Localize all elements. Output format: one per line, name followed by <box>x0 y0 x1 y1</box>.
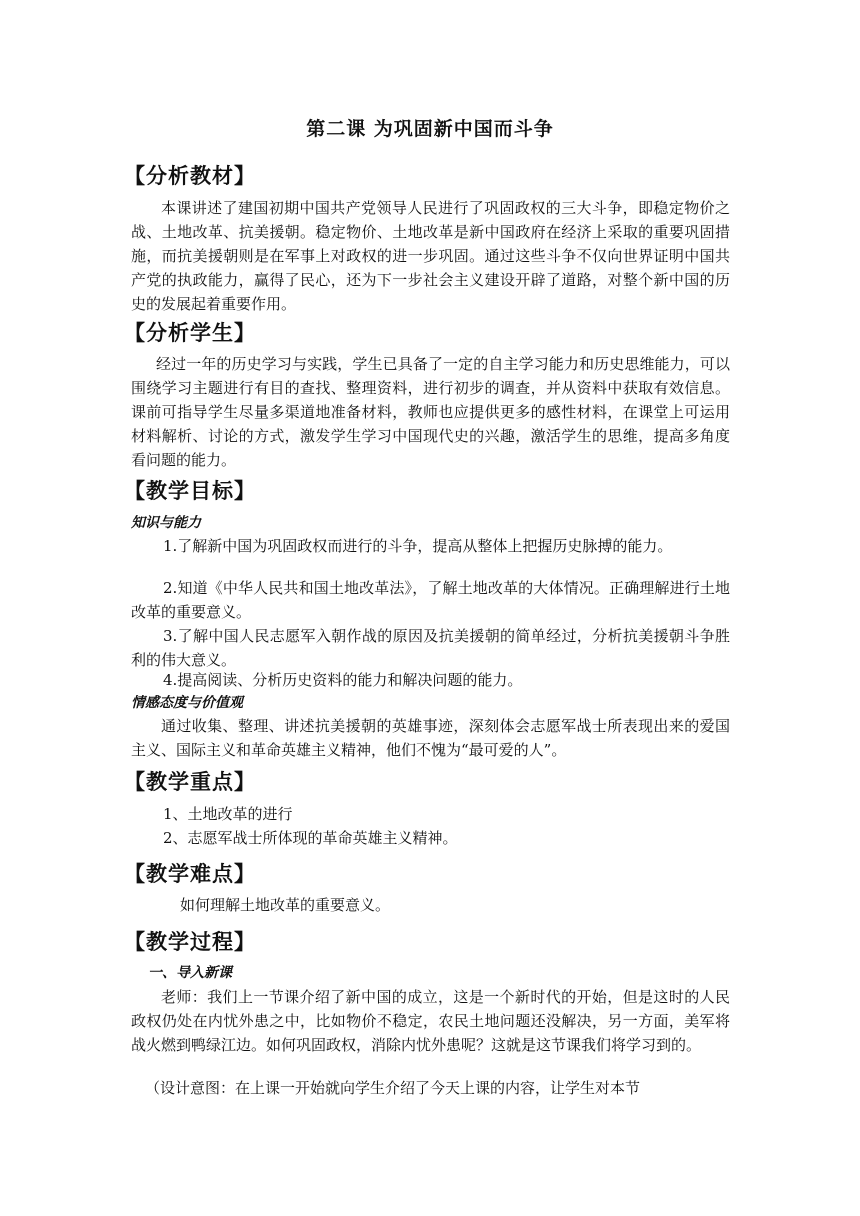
knowledge-ability-label: 知识与能力 <box>131 515 201 531</box>
analysis-material-text: 本课讲述了建国初期中国共产党领导人民进行了巩固政权的三大斗争，即稳定物价之战、土地改革、抗美援朝。稳定物价、土地改革是新中国政府在经济上采取的重要巩固措施，而抗美援朝则是在军事上对政权的进一步巩固。通过这些斗争不仅向世界证明中国共产党的执政能力，赢得了民心，还为下一步社会主义建设开辟了道路，对整个新中国的历史的发展起着重要作用。 <box>131 199 730 313</box>
heading-analysis-material: 【分析教材】 <box>124 164 256 188</box>
goal-item-2: 2.知道《中华人民共和国土地改革法》，了解土地改革的大体情况。正确理解进行土地改革的重要意义。 <box>131 579 730 621</box>
key-point-2: 2、志愿军战士所体现的革命英雄主义精神。 <box>163 829 458 847</box>
teacher-intro-text: 老师：我们上一节课介绍了新中国的成立，这是一个新时代的开始，但是这时的人民政权仍处在内忧外患之中，比如物价不稳定，农民土地问题还没解决，另一方面，美军将战火燃到鸭绿江边。如何巩固政权，消除内忧外患呢？这就是这节课我们将学习到的。 <box>131 988 730 1054</box>
heading-difficulties: 【教学难点】 <box>124 862 256 886</box>
lesson-title: 第二课 为巩固新中国而斗争 <box>306 118 554 140</box>
design-intent-text: （设计意图：在上课一开始就向学生介绍了今天上课的内容，让学生对本节 <box>145 1079 641 1097</box>
difficulty-1: 如何理解土地改革的重要意义。 <box>180 896 391 914</box>
emotion-values-text: 通过收集、整理、讲述抗美援朝的英雄事迹，深刻体会志愿军战士所表现出来的爱国主义、国际主义和革命英雄主义精神，他们不愧为“最可爱的人”。 <box>131 717 730 759</box>
key-point-1: 1、土地改革的进行 <box>163 805 293 823</box>
goal-item-1: 1.了解新中国为巩固政权而进行的斗争，提高从整体上把握历史脉搏的能力。 <box>163 537 673 555</box>
heading-analysis-students: 【分析学生】 <box>124 321 256 345</box>
analysis-students-text: 经过一年的历史学习与实践，学生已具备了一定的自主学习能力和历史思维能力，可以围绕学习主题进行有目的查找、整理资料，进行初步的调查，并从资料中获取有效信息。课前可指导学生尽量多渠道地准备材料，教师也应提供更多的感性材料，在课堂上可运用材料解析、讨论的方式，激发学生学习中国现代史的兴趣，激活学生的思维，提高多角度看问题的能力。 <box>131 355 730 469</box>
heading-teaching-goals: 【教学目标】 <box>124 479 256 503</box>
step1-label: 一、导入新课 <box>148 965 232 981</box>
heading-process: 【教学过程】 <box>124 930 256 954</box>
goal-item-3: 3.了解中国人民志愿军入朝作战的原因及抗美援朝的简单经过，分析抗美援朝斗争胜利的伟大意义。 <box>131 627 730 669</box>
goal-item-4: 4.提高阅读、分析历史资料的能力和解决问题的能力。 <box>163 671 523 689</box>
heading-key-points: 【教学重点】 <box>124 770 256 794</box>
emotion-values-label: 情感态度与价值观 <box>131 695 243 711</box>
